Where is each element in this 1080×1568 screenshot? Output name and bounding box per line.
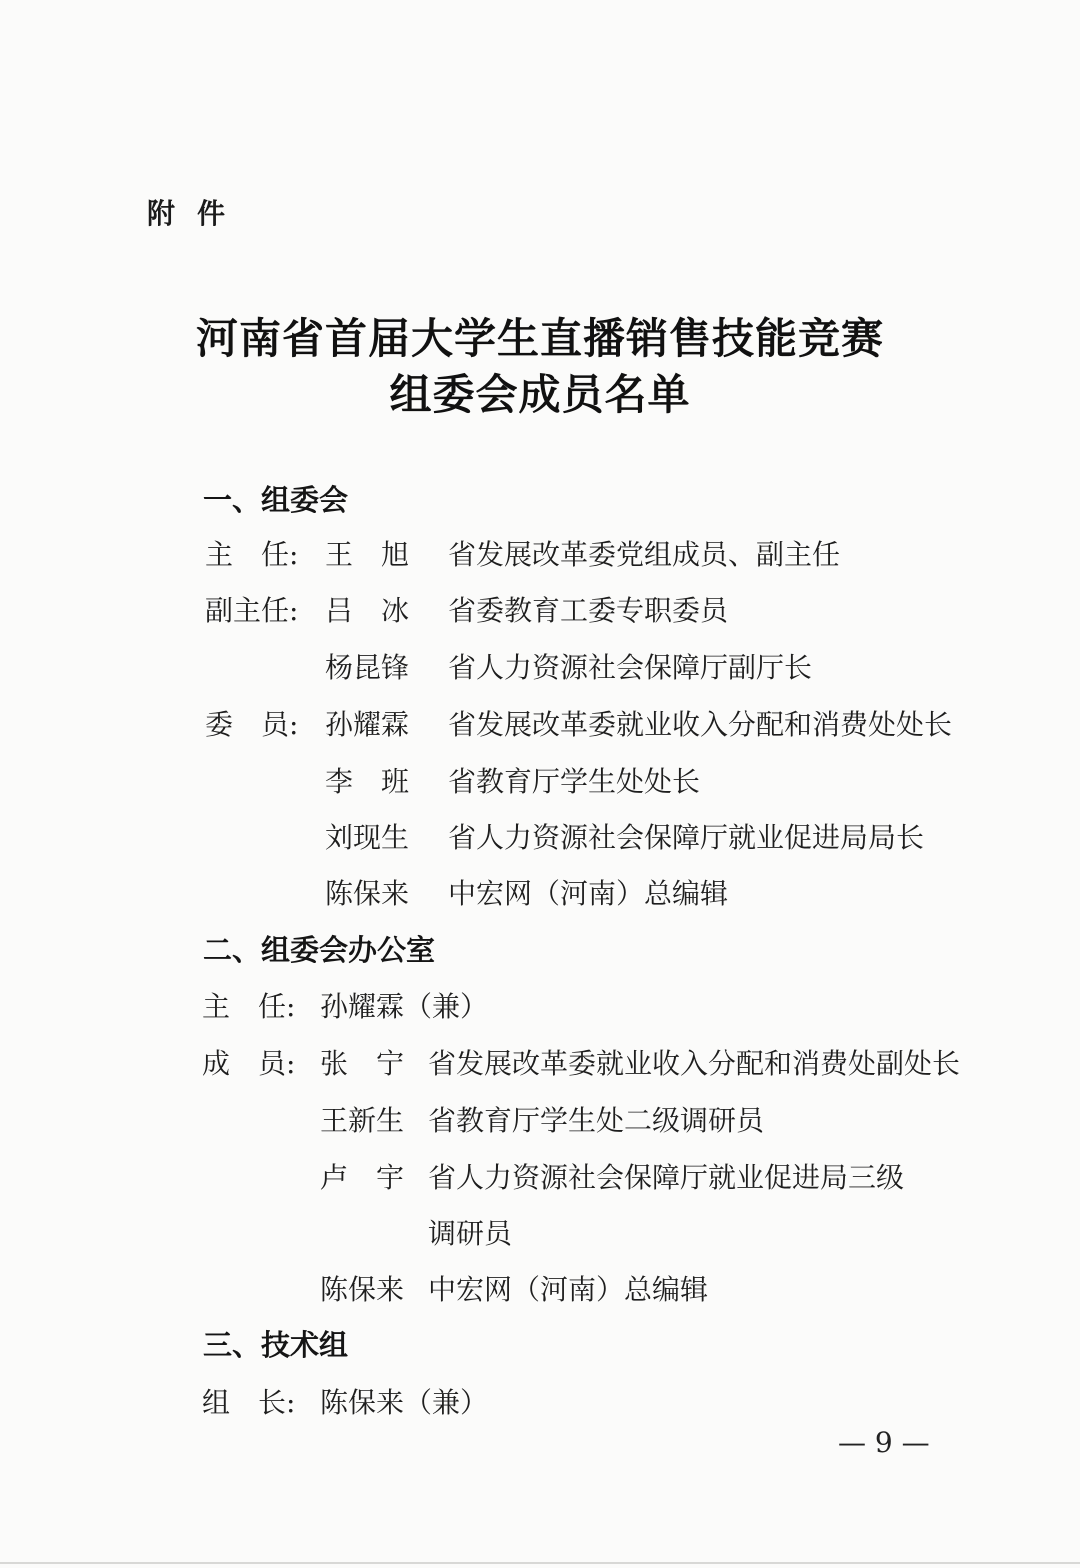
member-row bbox=[0, 1156, 1080, 1196]
member-row bbox=[0, 985, 1080, 1025]
member-row bbox=[0, 703, 1080, 743]
member-name: 陈保来（兼） bbox=[320, 1386, 489, 1419]
page-number: — 9 — bbox=[838, 1426, 930, 1459]
page-edge-divider bbox=[0, 1562, 1080, 1564]
role-label: 组 长: bbox=[202, 1386, 296, 1419]
member-name: 张 宁 bbox=[320, 1047, 405, 1080]
member-position: 省发展改革委就业收入分配和消费处处长 bbox=[448, 708, 953, 741]
member-row bbox=[0, 1099, 1080, 1139]
member-position: 省发展改革委党组成员、副主任 bbox=[448, 538, 841, 571]
section-heading-tech-group: 三、技术组 bbox=[203, 1328, 349, 1362]
section-heading-office: 二、组委会办公室 bbox=[203, 933, 436, 967]
member-position: 调研员 bbox=[428, 1217, 513, 1250]
member-row bbox=[0, 533, 1080, 573]
member-name: 刘现生 bbox=[325, 821, 410, 854]
member-name: 王新生 bbox=[320, 1104, 405, 1137]
member-name: 卢 宇 bbox=[320, 1161, 405, 1194]
document-title-line1: 河南省首届大学生直播销售技能竞赛 bbox=[195, 314, 884, 363]
member-name: 陈保来 bbox=[325, 877, 410, 910]
member-position: 中宏网（河南）总编辑 bbox=[448, 877, 729, 910]
document-title-line2: 组委会成员名单 bbox=[389, 370, 691, 419]
member-row bbox=[0, 816, 1080, 856]
member-position: 省教育厅学生处处长 bbox=[448, 765, 701, 798]
role-label: 主 任: bbox=[205, 538, 299, 571]
member-row bbox=[0, 1381, 1080, 1421]
member-position: 省人力资源社会保障厅就业促进局三级 bbox=[428, 1161, 905, 1194]
member-row bbox=[0, 760, 1080, 800]
role-label: 委 员: bbox=[205, 708, 299, 741]
member-position: 省人力资源社会保障厅就业促进局局长 bbox=[448, 821, 925, 854]
member-name: 陈保来 bbox=[320, 1273, 405, 1306]
member-row bbox=[0, 1042, 1080, 1082]
member-position: 省发展改革委就业收入分配和消费处副处长 bbox=[428, 1047, 961, 1080]
role-label: 主 任: bbox=[202, 990, 296, 1023]
member-row-continuation bbox=[0, 1212, 1080, 1252]
section-heading-committee: 一、组委会 bbox=[203, 483, 349, 517]
member-position: 省委教育工委专职委员 bbox=[448, 594, 729, 627]
role-label: 成 员: bbox=[202, 1047, 296, 1080]
member-row bbox=[0, 1268, 1080, 1308]
member-name: 孙耀霖（兼） bbox=[320, 990, 489, 1023]
member-position: 省人力资源社会保障厅副厅长 bbox=[448, 651, 813, 684]
member-name: 李 班 bbox=[325, 765, 410, 798]
member-name: 王 旭 bbox=[325, 538, 410, 571]
member-row bbox=[0, 872, 1080, 912]
member-row bbox=[0, 589, 1080, 629]
attachment-label: 附件 bbox=[147, 197, 248, 230]
member-position: 省教育厅学生处二级调研员 bbox=[428, 1104, 765, 1137]
member-name: 杨昆锋 bbox=[325, 651, 410, 684]
member-row bbox=[0, 646, 1080, 686]
member-name: 孙耀霖 bbox=[325, 708, 410, 741]
member-position: 中宏网（河南）总编辑 bbox=[428, 1273, 709, 1306]
role-label: 副主任: bbox=[205, 594, 299, 627]
member-name: 吕 冰 bbox=[325, 594, 410, 627]
